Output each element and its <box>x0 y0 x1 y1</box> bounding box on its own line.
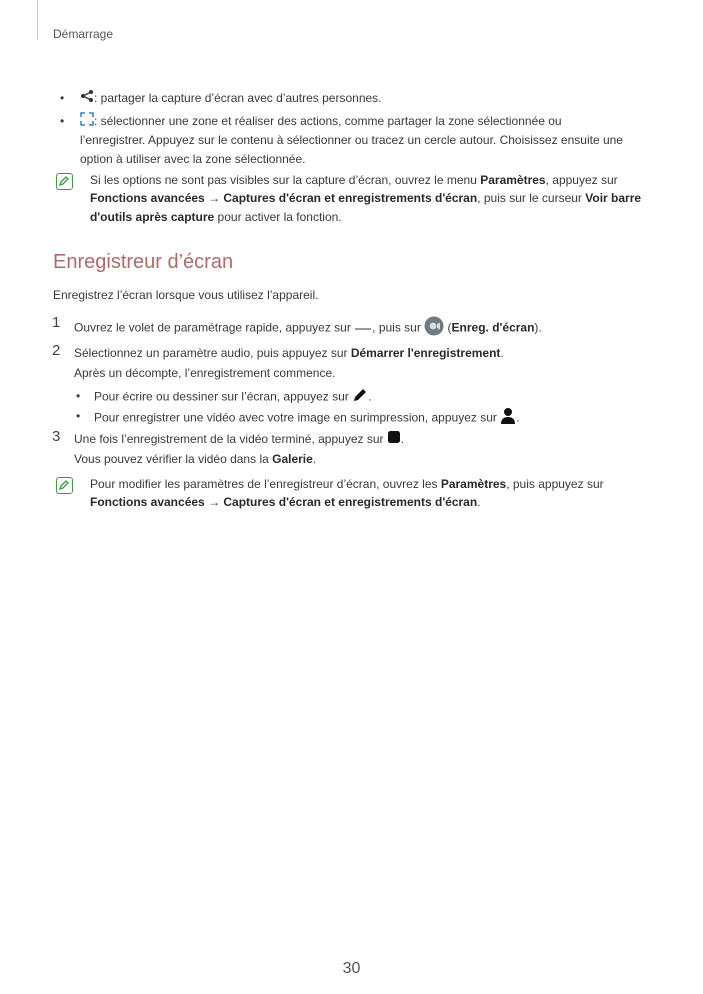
bullet-dot: • <box>60 114 65 128</box>
step1-text: Ouvrez le volet de paramétrage rapide, appuyez sur , puis sur (Enreg. d'écran). <box>74 316 542 341</box>
person-icon <box>500 407 516 430</box>
header-rule <box>37 0 38 40</box>
step-number: 1 <box>52 314 61 331</box>
pen-icon <box>352 387 368 408</box>
select-area-icon <box>80 112 94 131</box>
stop-icon <box>387 430 401 449</box>
step2-sub2: Pour enregistrer une vidéo avec votre image en surimpression, appuyez sur . <box>94 407 520 430</box>
section-title: Enregistreur d’écran <box>53 251 234 273</box>
screen-recorder-icon <box>424 316 444 341</box>
bullet-select-line3: option à utiliser avec la zone sélectionnée. <box>80 152 306 166</box>
bullet-share: : partager la capture d’écran avec d’autres personnes. <box>80 89 382 108</box>
bullet-dot: • <box>60 91 65 105</box>
step-number: 2 <box>52 342 61 359</box>
note-icon <box>56 173 73 190</box>
note-icon <box>56 477 73 494</box>
note1-line1: Si les options ne sont pas visibles sur la capture d’écran, ouvrez le menu Paramètres, appuyez sur <box>90 173 618 187</box>
step2-line2: Après un décompte, l’enregistrement commence. <box>74 366 336 380</box>
step-number: 3 <box>52 428 61 445</box>
step2-sub1: Pour écrire ou dessiner sur l’écran, appuyez sur . <box>94 387 371 408</box>
bullet-dot: • <box>76 389 81 403</box>
note1-line3: d'outils après capture pour activer la fonction. <box>90 210 342 224</box>
step2-text: Sélectionnez un paramètre audio, puis appuyez sur Démarrer l'enregistrement. <box>74 346 504 360</box>
share-icon <box>80 89 94 108</box>
step3-text: Une fois l’enregistrement de la vidéo terminé, appuyez sur . <box>74 430 404 449</box>
section-intro: Enregistrez l’écran lorsque vous utilisez l’appareil. <box>53 288 319 302</box>
note2-line2: Fonctions avancées → Captures d'écran et enregistrements d'écran. <box>90 495 481 509</box>
bullet-select-line2: l’enregistrer. Appuyez sur le contenu à sélectionner ou tracez un cercle autour. Choisissez ensuite une <box>80 133 623 147</box>
note2-line1: Pour modifier les paramètres de l’enregistreur d’écran, ouvrez les Paramètres, puis appuyez sur <box>90 477 604 491</box>
bullet-dot: • <box>76 409 81 423</box>
step3-line2: Vous pouvez vérifier la vidéo dans la Galerie. <box>74 452 317 466</box>
bullet-select-line1: : sélectionner une zone et réaliser des actions, comme partager la zone sélectionnée ou <box>80 112 562 131</box>
page-number: 30 <box>342 960 361 977</box>
note1-line2: Fonctions avancées → Captures d'écran et enregistrements d'écran, puis sur le curseur Voir barre <box>90 191 642 205</box>
page-header: Démarrage <box>53 27 114 41</box>
dash-icon <box>354 320 372 338</box>
